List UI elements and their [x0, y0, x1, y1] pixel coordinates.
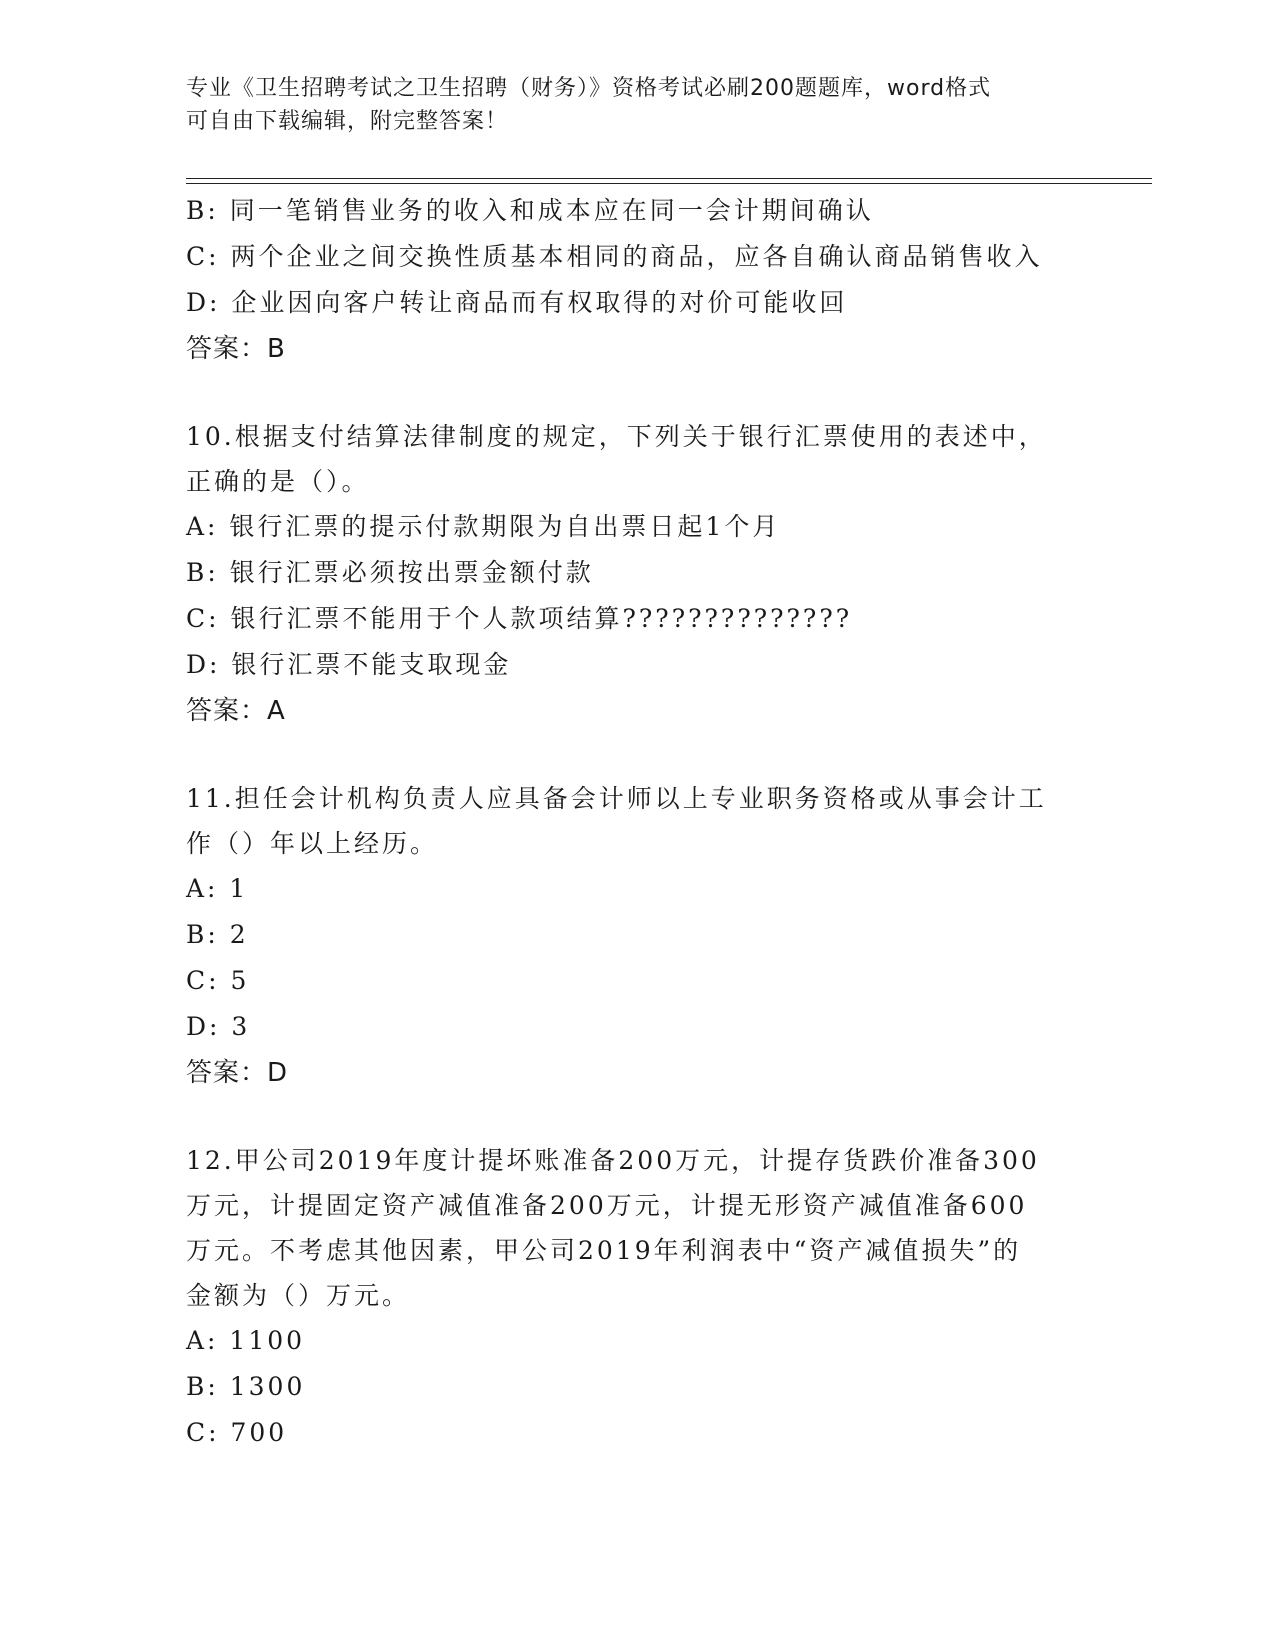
question-10	[186, 414, 1086, 734]
answer-line: 答案：D	[186, 1058, 289, 1088]
option-b: B: 2	[186, 920, 249, 949]
option-d: D: 3	[186, 1012, 251, 1041]
option-a: A: 1100	[186, 1326, 306, 1355]
option-a: A: 1	[186, 874, 249, 903]
option-c: C: 两个企业之间交换性质基本相同的商品，应各自确认商品销售收入	[186, 242, 1043, 271]
spacer	[186, 372, 1086, 414]
document-header: 专业《卫生招聘考试之卫生招聘（财务）》资格考试必刷200题题库，word格式 可自由下载编辑，附完整答案！	[186, 76, 992, 134]
document-body	[186, 188, 1086, 1456]
question-text: 11.担任会计机构负责人应具备会计师以上专业职务资格或从事会计工 作（）年以上经历。	[186, 784, 1047, 858]
option-d: D: 银行汇票不能支取现金	[186, 650, 512, 679]
question-9-partial	[186, 188, 1086, 372]
option-b: B: 银行汇票必须按出票金额付款	[186, 558, 594, 587]
option-b: B: 同一笔销售业务的收入和成本应在同一会计期间确认	[186, 196, 874, 225]
answer-line: 答案：B	[186, 334, 286, 364]
question-11	[186, 776, 1086, 1096]
option-c: C: 银行汇票不能用于个人款项结算??????????????	[186, 604, 853, 633]
option-c: C: 5	[186, 966, 250, 995]
question-12	[186, 1138, 1086, 1456]
option-b: B: 1300	[186, 1372, 306, 1401]
spacer	[186, 734, 1086, 776]
answer-line: 答案：A	[186, 696, 286, 726]
question-text: 10.根据支付结算法律制度的规定，下列关于银行汇票使用的表述中， 正确的是（）。	[186, 422, 1047, 496]
spacer	[186, 1096, 1086, 1138]
option-d: D: 企业因向客户转让商品而有权取得的对价可能收回	[186, 288, 848, 317]
option-a: A: 银行汇票的提示付款期限为自出票日起1个月	[186, 512, 781, 541]
option-c: C: 700	[186, 1418, 288, 1447]
header-rule-bottom	[186, 183, 1152, 184]
header-rule-top	[186, 178, 1152, 179]
question-text: 12.甲公司2019年度计提坏账准备200万元，计提存货跌价准备300 万元，计提固定资产减值准备200万元，计提无形资产减值准备600 万元。不考虑其他因素，甲公司2019年利润表中“资产减值损失”的 金额为（）万元。	[186, 1146, 1040, 1310]
